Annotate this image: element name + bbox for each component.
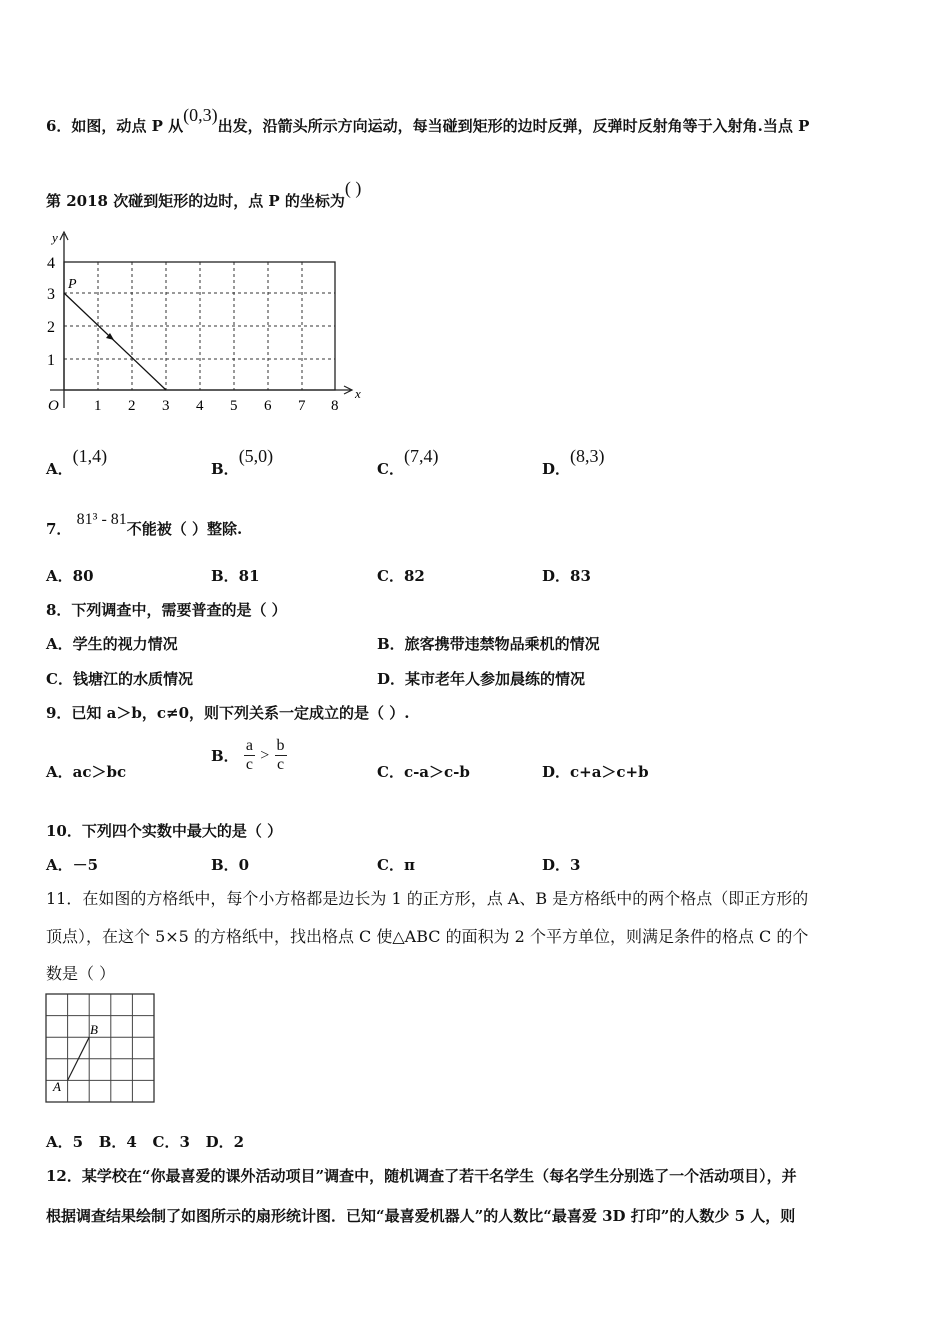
q6-option-a[interactable]: [46, 446, 108, 479]
q6-x-tick: 2: [128, 398, 136, 414]
q6-start-point: (0,3): [183, 105, 218, 125]
q6-x-tick: 1: [94, 398, 102, 414]
q6-option-c[interactable]: [377, 446, 439, 479]
q6-stem-line2: [46, 178, 362, 211]
q6-y-tick: 4: [47, 255, 55, 272]
q10-option-b[interactable]: B．0: [211, 856, 250, 874]
q6-y-tick: 3: [47, 286, 55, 303]
q12-stem-line2: 根据调查结果绘制了如图所示的扇形统计图．已知“最喜爱机器人”的人数比“最喜爱 3D 打印”的人数少 5 人，则: [46, 1207, 796, 1225]
q6-option-d[interactable]: [542, 446, 605, 479]
q8-option-d[interactable]: D．某市老年人参加晨练的情况: [377, 670, 586, 688]
q9-fraction-a-over-c: [244, 737, 255, 774]
q6-option-c-value: (7,4): [403, 446, 439, 466]
q11-stem-line3: 数是（ ）: [46, 964, 116, 983]
q11-square-grid: [44, 993, 156, 1105]
q8-option-c[interactable]: C．钱塘江的水质情况: [46, 670, 193, 688]
q6-option-b-label: B．: [211, 460, 239, 478]
q7-stem: [46, 511, 243, 539]
q6-option-b-value: (5,0): [238, 446, 274, 466]
q6-x-tick: 3: [162, 398, 170, 414]
q9-option-b[interactable]: [211, 737, 287, 774]
q11-options[interactable]: A．5 B．4 C．3 D．2: [46, 1133, 245, 1151]
q11-grid-border: [46, 994, 154, 1102]
q8-option-a[interactable]: A．学生的视力情况: [46, 635, 178, 653]
q6-origin-label: O: [48, 398, 59, 414]
q6-x-tick: 6: [264, 398, 272, 414]
q6-stem-line1: [46, 105, 810, 136]
q9-option-a[interactable]: A．ac＞bc: [46, 763, 127, 781]
q11-point-a-label: A: [53, 1079, 61, 1094]
q11-point-b-label: B: [90, 1022, 98, 1037]
q11-stem-line2: 顶点），在这个 5×5 的方格纸中，找出格点 C 使△ABC 的面积为 2 个平方单位，则满足条件的格点 C 的个: [46, 927, 809, 946]
q6-option-d-label: D．: [542, 460, 571, 478]
q6-y-tick: 2: [47, 319, 55, 336]
q10-option-a[interactable]: A．－5: [46, 856, 99, 874]
q6-x-tick: 8: [331, 398, 339, 414]
q6-y-tick-labels: [47, 255, 55, 369]
q6-x-tick-labels: [94, 398, 339, 414]
q8-stem: 8．下列调查中，需要普查的是（ ）: [46, 601, 287, 619]
q9-fraction-den: c: [245, 756, 254, 773]
q7-expression: 81³ - 81: [76, 511, 127, 528]
q10-option-d[interactable]: D．3: [542, 856, 581, 874]
q9-fraction-den: c: [276, 756, 285, 773]
q6-grid-dashed: [64, 262, 335, 390]
q6-x-tick: 7: [298, 398, 306, 414]
q7-option-d[interactable]: D．83: [542, 567, 591, 585]
q10-stem: 10．下列四个实数中最大的是（ ）: [46, 822, 283, 840]
q6-y-tick: 1: [47, 352, 55, 369]
q11-stem-line1: 11．在如图的方格纸中，每个小方格都是边长为 1 的正方形，点 A、B 是方格纸中的两个格点（即正方形的: [46, 889, 809, 908]
q6-stem-suffix: 出发，沿箭头所示方向运动，每当碰到矩形的边时反弹，反弹时反射角等于入射角.当点 P: [217, 117, 810, 135]
q9-fraction-num: a: [245, 737, 254, 754]
q6-option-a-value: (1,4): [72, 446, 108, 466]
q9-option-c[interactable]: C．c-a＞c-b: [377, 763, 470, 781]
q11-grid-lines: [46, 994, 154, 1102]
q6-option-b[interactable]: [211, 446, 274, 479]
q9-option-b-label: B．: [211, 747, 239, 765]
q6-x-label: x: [355, 386, 361, 401]
q6-path-line: [64, 293, 166, 390]
q6-option-a-label: A．: [46, 460, 73, 478]
q6-stem-prefix: 6．如图，动点 P 从: [46, 117, 184, 135]
q6-option-c-label: C．: [377, 460, 404, 478]
q10-option-c[interactable]: C．π: [377, 856, 415, 874]
q7-option-b[interactable]: B．81: [211, 567, 260, 585]
q6-x-tick: 4: [196, 398, 204, 414]
q9-greater-than: >: [260, 746, 270, 764]
q6-stem-line2-text: 第 2018 次碰到矩形的边时，点 P 的坐标为: [46, 192, 345, 210]
q6-point-p-label: P: [68, 277, 77, 292]
q7-stem-text: 不能被（ ）整除.: [126, 520, 243, 538]
q9-fraction-b-over-c: [275, 737, 287, 774]
q7-number: 7．: [46, 520, 72, 538]
q6-coordinate-graph: [40, 228, 370, 418]
q8-option-b[interactable]: B．旅客携带违禁物品乘机的情况: [377, 635, 600, 653]
q9-fraction-num: b: [276, 737, 285, 754]
q7-option-c[interactable]: C．82: [377, 567, 425, 585]
q9-option-d[interactable]: D．c+a＞c+b: [542, 763, 649, 781]
q9-stem: 9．已知 a＞b，c≠0，则下列关系一定成立的是（ ）.: [46, 704, 410, 722]
q7-option-a[interactable]: A．80: [46, 567, 94, 585]
q6-answer-paren: ( ): [344, 178, 362, 198]
q6-x-tick: 5: [230, 398, 238, 414]
q12-stem-line1: 12．某学校在“你最喜爱的课外活动项目”调查中，随机调查了若干名学生（每名学生分别选了一个活动项目），并: [46, 1167, 797, 1185]
q6-option-d-value: (8,3): [570, 446, 605, 466]
q6-y-label: y: [52, 230, 58, 245]
